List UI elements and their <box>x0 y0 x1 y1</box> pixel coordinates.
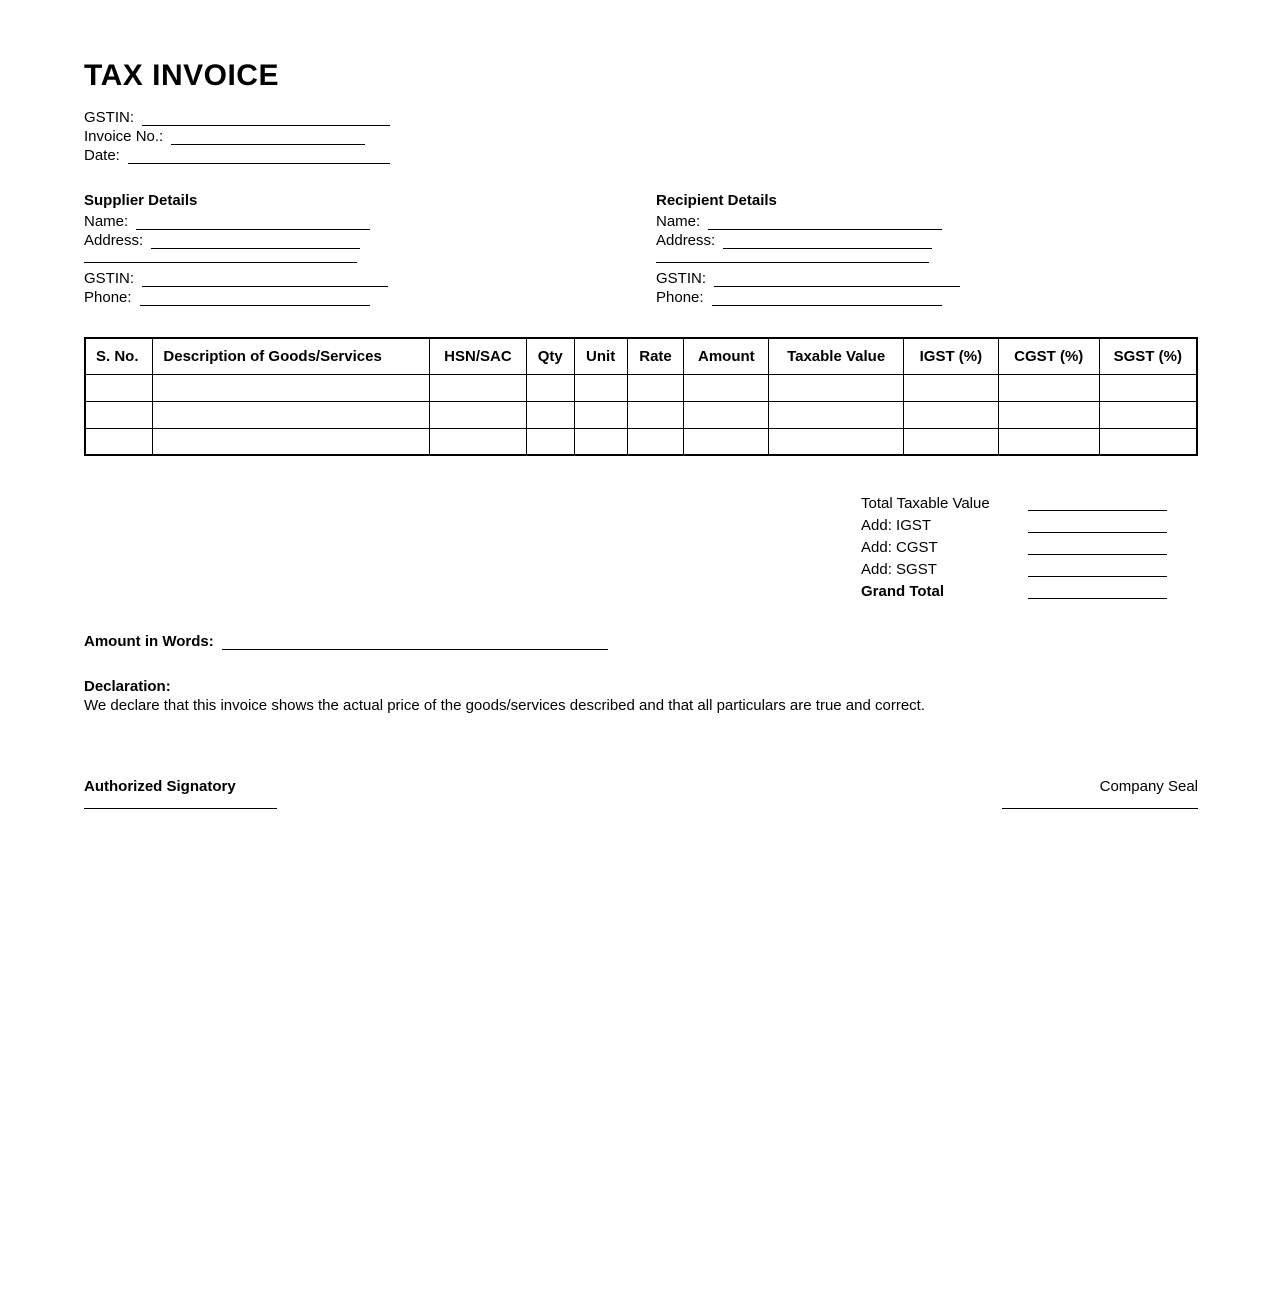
item-cell <box>526 374 574 401</box>
col-header-rate: Rate <box>627 338 684 374</box>
invoice-meta <box>84 107 1198 164</box>
parties-section <box>84 192 1198 306</box>
supplier-name-blank-line <box>136 216 370 230</box>
table-row <box>85 401 1197 428</box>
supplier-address-label: Address: <box>84 232 144 249</box>
recipient-name-row <box>656 211 942 230</box>
recipient-heading: Recipient Details <box>656 192 777 209</box>
add-igst-row <box>861 512 1168 534</box>
item-cell <box>684 374 769 401</box>
item-cell <box>998 428 1099 455</box>
item-cell <box>904 374 999 401</box>
signature-section <box>84 778 1198 809</box>
table-header-row <box>85 338 1197 374</box>
meta-date-blank-line <box>128 150 390 164</box>
recipient-phone-blank-line <box>712 292 942 306</box>
item-cell <box>153 374 430 401</box>
item-cell <box>574 428 627 455</box>
col-header-cgst: CGST (%) <box>998 338 1099 374</box>
declaration-text: We declare that this invoice shows the actual price of the goods/services described and that all particulars are true and correct. <box>84 697 925 714</box>
item-cell <box>1099 428 1197 455</box>
col-header-sgst: SGST (%) <box>1099 338 1197 374</box>
supplier-phone-row <box>84 287 370 306</box>
company-seal-label: Company Seal <box>1099 778 1198 795</box>
meta-date-label: Date: <box>84 147 120 164</box>
meta-invoice-no-row <box>84 126 365 145</box>
supplier-name-label: Name: <box>84 213 129 230</box>
supplier-gstin-label: GSTIN: <box>84 270 135 287</box>
item-cell <box>627 428 684 455</box>
meta-gstin-row <box>84 107 390 126</box>
item-cell <box>526 428 574 455</box>
authorized-signatory-label: Authorized Signatory <box>84 778 236 795</box>
supplier-heading: Supplier Details <box>84 192 198 209</box>
recipient-details-block <box>656 192 962 306</box>
recipient-name-blank-line <box>708 216 942 230</box>
recipient-phone-label: Phone: <box>656 289 704 306</box>
recipient-address-continuation-line <box>656 249 929 263</box>
add-sgst-label: Add: SGST <box>861 561 937 578</box>
item-cell <box>684 401 769 428</box>
amount-in-words-blank-line <box>222 636 608 650</box>
document-title: TAX INVOICE <box>84 59 279 92</box>
recipient-name-label: Name: <box>656 213 701 230</box>
col-header-igst: IGST (%) <box>904 338 999 374</box>
supplier-address-continuation-line <box>84 249 357 263</box>
amount-in-words-label: Amount in Words: <box>84 633 214 650</box>
item-cell <box>430 428 527 455</box>
grand-total-blank-line <box>1028 585 1167 599</box>
total-taxable-value-label: Total Taxable Value <box>861 495 990 512</box>
item-cell <box>998 374 1099 401</box>
meta-date-row <box>84 145 390 164</box>
supplier-address-blank-line <box>151 235 360 249</box>
item-cell <box>153 428 430 455</box>
table-row <box>85 374 1197 401</box>
table-row <box>85 428 1197 455</box>
authorized-signatory-line <box>84 808 277 809</box>
grand-total-label: Grand Total <box>861 583 945 600</box>
supplier-details-block <box>84 192 390 306</box>
amount-in-words-row <box>84 630 1198 650</box>
add-cgst-row <box>861 534 1168 556</box>
col-header-sno: S. No. <box>85 338 153 374</box>
item-cell <box>574 401 627 428</box>
item-cell <box>1099 374 1197 401</box>
add-cgst-blank-line <box>1028 541 1167 555</box>
authorized-signatory-block <box>84 778 277 809</box>
line-items-table <box>84 337 1198 456</box>
item-cell <box>998 401 1099 428</box>
item-cell <box>85 374 153 401</box>
col-header-hsn-sac: HSN/SAC <box>430 338 527 374</box>
supplier-address-row <box>84 230 360 249</box>
grand-total-row <box>861 578 1168 600</box>
item-cell <box>684 428 769 455</box>
company-seal-block <box>1002 778 1198 809</box>
meta-gstin-label: GSTIN: <box>84 109 135 126</box>
item-cell <box>904 401 999 428</box>
add-cgst-label: Add: CGST <box>861 539 938 556</box>
col-header-unit: Unit <box>574 338 627 374</box>
recipient-gstin-row <box>656 268 960 287</box>
declaration-heading: Declaration: <box>84 678 171 695</box>
total-taxable-value-blank-line <box>1028 497 1167 511</box>
recipient-address-blank-line <box>723 235 932 249</box>
company-seal-line <box>1002 808 1198 809</box>
item-cell <box>769 374 904 401</box>
meta-invoice-no-blank-line <box>171 131 365 145</box>
item-cell <box>526 401 574 428</box>
meta-gstin-blank-line <box>142 112 390 126</box>
item-cell <box>627 374 684 401</box>
item-cell <box>904 428 999 455</box>
meta-invoice-no-label: Invoice No.: <box>84 128 164 145</box>
item-cell <box>769 401 904 428</box>
supplier-name-row <box>84 211 370 230</box>
supplier-phone-blank-line <box>140 292 370 306</box>
total-taxable-value-row <box>861 490 1168 512</box>
item-cell <box>85 401 153 428</box>
col-header-qty: Qty <box>526 338 574 374</box>
add-igst-blank-line <box>1028 519 1167 533</box>
declaration-section <box>84 678 1198 716</box>
supplier-gstin-row <box>84 268 388 287</box>
recipient-phone-row <box>656 287 942 306</box>
col-header-description: Description of Goods/Services <box>153 338 430 374</box>
recipient-address-row <box>656 230 932 249</box>
add-sgst-row <box>861 556 1168 578</box>
recipient-address-label: Address: <box>656 232 716 249</box>
supplier-phone-label: Phone: <box>84 289 132 306</box>
col-header-taxable-value: Taxable Value <box>769 338 904 374</box>
add-sgst-blank-line <box>1028 563 1167 577</box>
item-cell <box>574 374 627 401</box>
item-cell <box>1099 401 1197 428</box>
recipient-gstin-blank-line <box>714 273 960 287</box>
col-header-amount: Amount <box>684 338 769 374</box>
supplier-gstin-blank-line <box>142 273 388 287</box>
item-cell <box>85 428 153 455</box>
totals-section <box>861 490 1168 600</box>
item-cell <box>430 401 527 428</box>
item-cell <box>153 401 430 428</box>
add-igst-label: Add: IGST <box>861 517 932 534</box>
recipient-gstin-label: GSTIN: <box>656 270 707 287</box>
item-cell <box>769 428 904 455</box>
item-cell <box>627 401 684 428</box>
item-cell <box>430 374 527 401</box>
